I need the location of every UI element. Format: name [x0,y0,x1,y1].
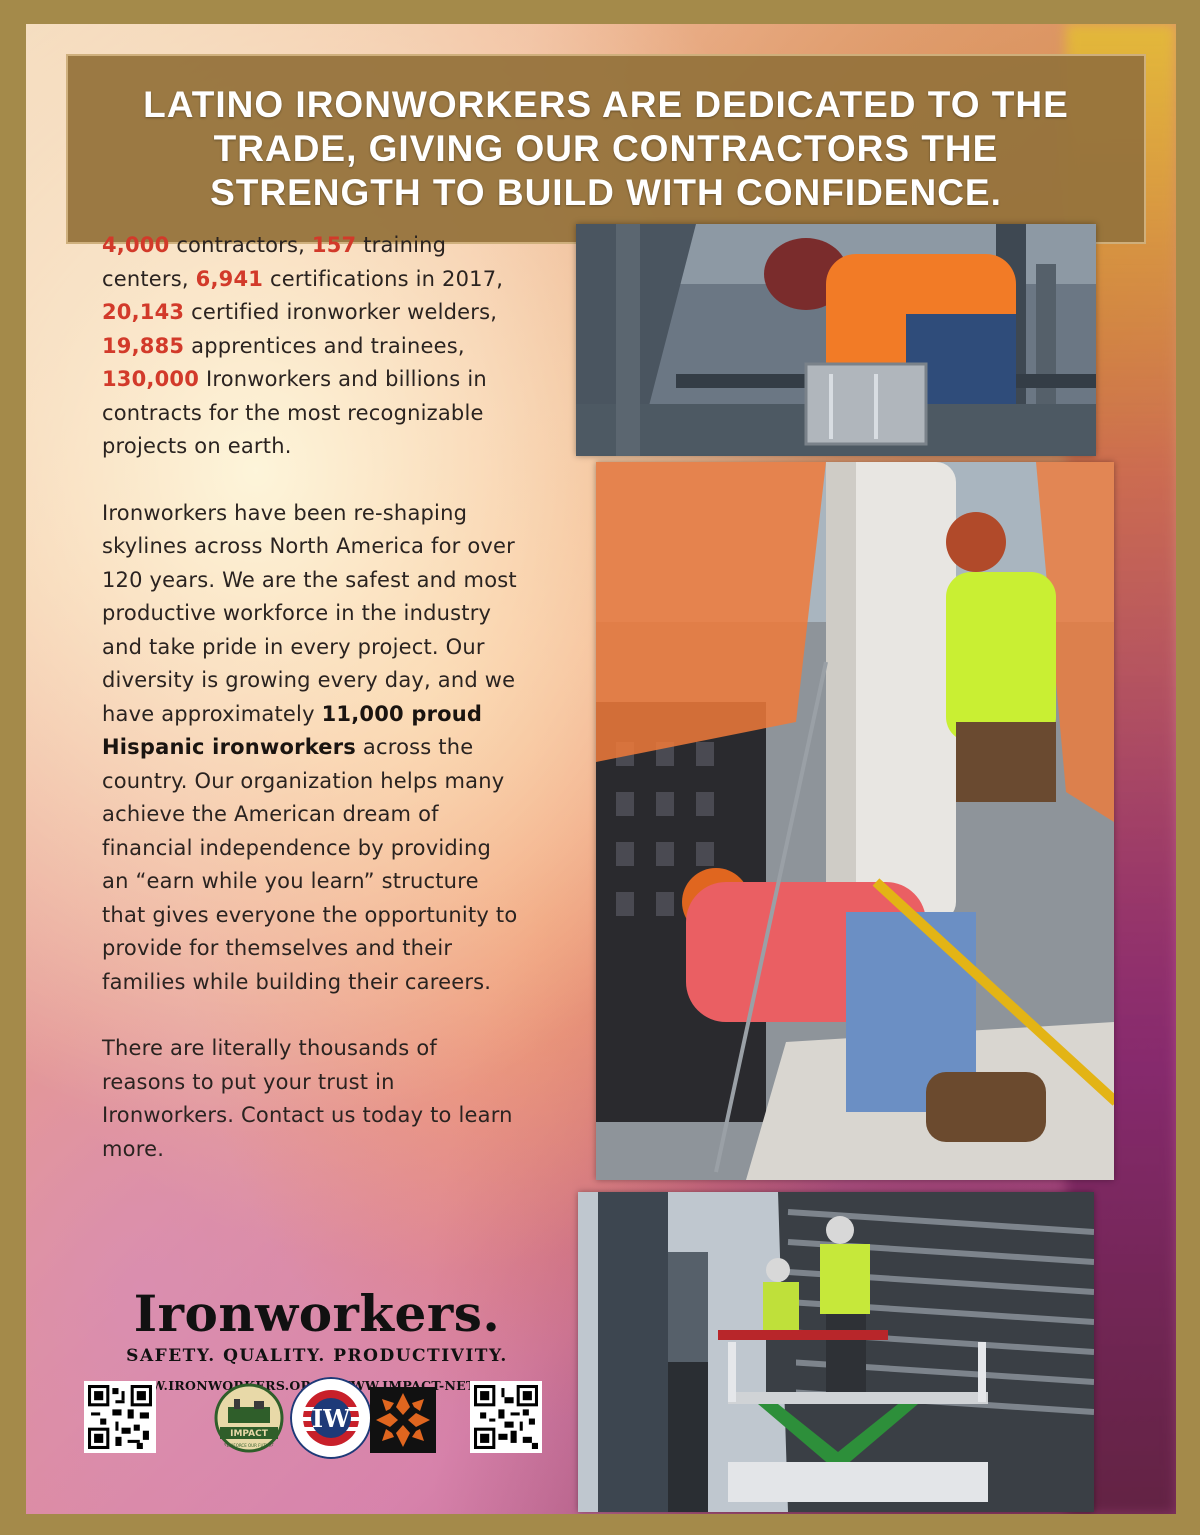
qr-icon [474,1385,538,1449]
stat-text: certified ironworker welders, [184,300,498,324]
ironworkers-logo: Ironworkers. [133,1284,501,1343]
iw-union-seal [290,1377,372,1459]
impact-label: IMPACT [230,1429,268,1439]
ironworkers-emblem [370,1387,436,1453]
photo-welder-top [576,224,1096,456]
stat-contractors: 4,000 [102,233,170,257]
headline: LATINO IRONWORKERS ARE DEDICATED TO THE TRADE, GIVING OUR CONTRACTORS THE STRENGTH TO BUILD WITH CONFIDENCE. [143,84,1069,213]
stat-apprentices: 19,885 [102,333,185,358]
impact-logo [214,1383,284,1455]
iw-label: IW [311,1404,351,1433]
hispanic-ironworkers-highlight: 11,000 proud Hispanic ironworkers [102,701,483,759]
body-copy [102,229,522,1199]
contact-paragraph: There are literally thousands of reasons to put your trust in Ironworkers. Contact us today to learn more. [102,1036,513,1161]
photo-scissor-lift [578,1192,1094,1512]
stat-text: certifications in 2017, [263,266,504,291]
stat-text: apprentices and trainees, [184,333,465,358]
photo-column-workers [596,462,1114,1180]
stat-certifications: 6,941 [195,266,264,291]
body-text: Ironworkers have been re-shaping skylines across North America for over 120 years. We are the safest and most productive workforce in the industry and take pride in every project. Our diversity is growing every day, and we have approximately [102,500,517,726]
logo-row [82,1369,552,1469]
impact-sublabel: REINFORCE OUR FUTURE [223,1443,275,1448]
stats-paragraph [102,229,522,464]
stat-text: contractors, [169,233,312,257]
qr-icon [88,1385,152,1449]
website-links[interactable]: WWW.IRONWORKERS.ORG WWW.IMPACT-NET.ORG [122,1378,512,1393]
qr-code-right[interactable] [470,1381,542,1453]
stat-text: Ironworkers and billions in contracts for the most recognizable projects on earth. [102,367,487,458]
poster-page [26,24,1176,1514]
qr-code-left[interactable] [84,1381,156,1453]
stat-text: training centers, [102,233,447,291]
stat-training-centers: 157 [311,233,357,257]
headline-banner [66,54,1146,244]
stat-welders: 20,143 [102,300,185,324]
tagline: SAFETY. QUALITY. PRODUCTIVITY. [126,1346,508,1366]
body-text: across the country. Our organization helps many achieve the American dream of financial independence by providing an “earn while you learn” structure that gives everyone the opportunity to provide for themselves and their families while building their careers. [102,735,518,994]
history-paragraph [102,497,522,1000]
stat-ironworkers: 130,000 [102,367,200,391]
